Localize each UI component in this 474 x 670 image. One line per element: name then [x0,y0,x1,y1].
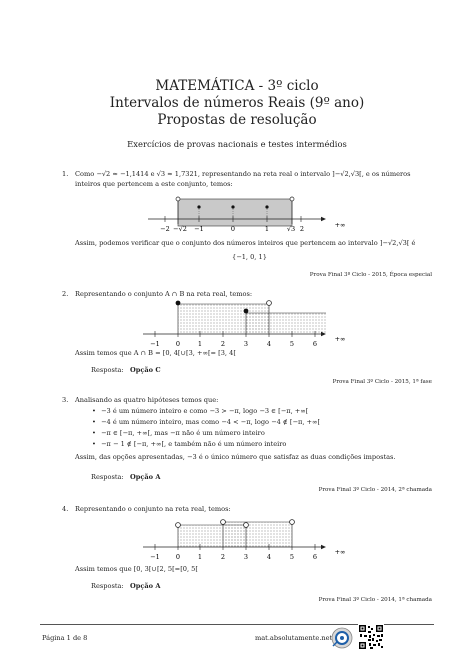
source-citation: Prova Final 3º Ciclo - 2014, 2ª chamada [318,487,432,493]
page-number: Página 1 de 8 [42,634,88,642]
answer-label: Resposta: [91,582,124,590]
axis-label: 0 [175,553,181,561]
axis-label: 3 [243,340,249,348]
exercise-conclusion: Assim, das opções apresentadas, −3 é o único número que satisfaz as duas condições impostas. [75,453,396,461]
axis-label: 0 [175,340,181,348]
bullet-icon: • [92,429,96,437]
exercise-text: Representando o conjunto na reta real, temos: [75,505,231,513]
section-heading: Exercícios de provas nacionais e testes intermédios [127,139,347,149]
axis-label: 4 [266,553,272,561]
axis-label: −1 [194,225,204,233]
axis-label: 1 [197,553,203,561]
exercise-text: Representando o conjunto A ∩ B na reta real, temos: [75,290,253,298]
page-subtitle-2: Propostas de resolução [157,112,317,128]
exercise-text: inteiros que pertencem a este conjunto, temos: [75,180,233,188]
exercise-number: 3. [62,396,69,404]
answer-label: Resposta: [91,366,124,374]
axis-label: 6 [312,340,318,348]
axis-label: 3 [243,553,249,561]
axis-label: 1 [264,225,270,233]
page-title: MATEMÁTICA - 3º ciclo [155,78,319,94]
exercise-text: Como −√2 ≈ −1,1414 e √3 ≈ 1,7321, representando na reta real o intervalo ]−√2,√3[, e os números [75,170,411,178]
number-line-1 [0,194,474,234]
number-line-3 [0,518,474,562]
bullet-icon: • [92,440,96,448]
list-item: −4 é um número inteiro, mas como −4 < −π, logo −4 ∉ [−π, +∞[ [101,418,321,426]
axis-label: +∞ [334,221,346,229]
site-link[interactable]: mat.absolutamente.net [255,634,333,642]
axis-label: 5 [289,553,295,561]
axis-label: 4 [266,340,272,348]
list-item: −3 é um número inteiro e como −3 > −π, logo −3 ∈ [−π, +∞[ [101,407,309,415]
source-citation: Prova Final 3º Ciclo - 2015, Época especial [309,272,432,278]
answer-value: Opção A [130,473,161,481]
number-line-2 [0,298,474,350]
list-item: −π ∈ [−π, +∞[, mas −π não é um número inteiro [101,429,265,437]
exercise-number: 1. [62,170,69,178]
axis-label: 5 [289,340,295,348]
exercise-conclusion: {−1, 0, 1} [232,253,267,261]
site-logo-icon [328,624,358,654]
answer-value: Opção A [130,582,161,590]
answer-label: Resposta: [91,473,124,481]
bullet-icon: • [92,407,96,415]
exercise-conclusion: Assim temos que [0, 3[∪[2, 5[=[0, 5[ [75,565,198,573]
bullet-icon: • [92,418,96,426]
source-citation: Prova Final 3º Ciclo - 2014, 1ª chamada [318,597,432,603]
axis-label: +∞ [334,548,346,556]
exercise-number: 4. [62,505,69,513]
axis-label: 0 [230,225,236,233]
axis-label: +∞ [334,335,346,343]
axis-label: −2 [160,225,170,233]
source-citation: Prova Final 3º Ciclo - 2015, 1ª fase [332,379,432,385]
axis-label: 2 [220,340,226,348]
axis-label: −1 [150,553,160,561]
axis-label: 1 [197,340,203,348]
exercise-number: 2. [62,290,69,298]
page-subtitle: Intervalos de números Reais (9º ano) [109,95,365,111]
axis-label: −√2 [173,225,187,233]
axis-label: −1 [150,340,160,348]
answer-value: Opção C [130,366,161,374]
exercise-conclusion: Assim, podemos verificar que o conjunto dos números inteiros que pertencem ao intervalo ]−√2,√3[ é [75,239,416,247]
axis-label: 2 [299,225,305,233]
exercise-text: Analisando as quatro hipóteses temos que: [75,396,219,404]
exercise-conclusion: Assim temos que A ∩ B = [0, 4[∪[3, +∞[= [3, 4[ [75,349,236,357]
axis-label: √3 [286,225,296,233]
axis-label: 6 [312,553,318,561]
axis-label: 2 [220,553,226,561]
list-item: −π − 1 ∉ [−π, +∞[, e também não é um número inteiro [101,440,287,448]
qr-code-icon [358,624,384,650]
